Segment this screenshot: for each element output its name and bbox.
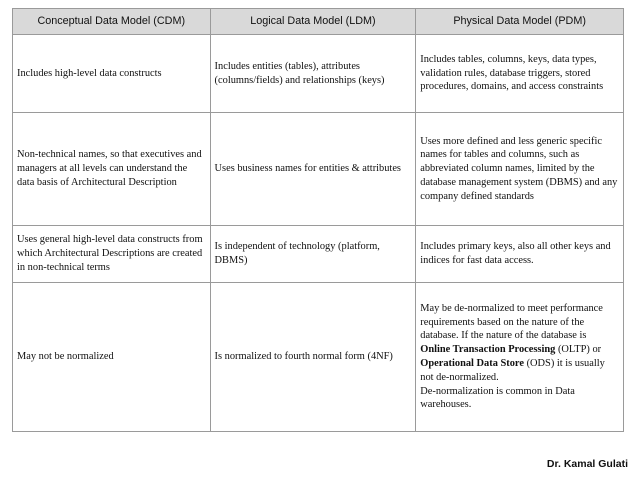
cell-ldm: Is independent of technology (platform, DBMS) [210,226,416,283]
cell-pdm: Includes primary keys, also all other keys and indices for fast data access. [416,226,624,283]
text-fragment: May be de-normalized to meet performance requirements based on the nature of the database. If the nature of the database is [420,302,603,342]
header-cdm: Conceptual Data Model (CDM) [13,9,211,35]
cell-cdm: Non-technical names, so that executives and managers at all levels can understand the data basis of Architectural Description [13,113,211,226]
text-fragment: (OLTP) or [555,344,602,356]
table-row [13,113,624,226]
cell-ldm: Uses business names for entities & attributes [210,113,416,226]
cell-pdm: Uses more defined and less generic specific names for tables and columns, such as abbreviated column names, limited by the database management system (DBMS) and any company defined standards [416,113,624,226]
cell-ldm: Includes entities (tables), attributes (columns/fields) and relationships (keys) [210,35,416,113]
text-fragment: (ODS) it is usually not de-normalized. [420,358,605,383]
cell-cdm: Uses general high-level data constructs from which Architectural Descriptions are created in non-technical terms [13,226,211,283]
table-row [13,35,624,113]
bold-term-ods: Operational Data Store [420,358,524,369]
table-header-row [13,9,624,35]
text-fragment: De-normalization is common in Data warehouses. [420,385,575,411]
cell-cdm: Includes high-level data constructs [13,35,211,113]
header-ldm: Logical Data Model (LDM) [210,9,416,35]
table-row [13,283,624,432]
author-credit: Dr. Kamal Gulati [546,458,628,470]
pdm-denormalization-text [420,302,619,412]
data-model-comparison-table [12,8,624,432]
cell-pdm [416,283,624,432]
cell-cdm: May not be normalized [13,283,211,432]
bold-term-oltp: Online Transaction Processing [420,344,556,356]
header-pdm: Physical Data Model (PDM) [416,9,624,35]
cell-ldm: Is normalized to fourth normal form (4NF) [210,283,416,432]
cell-pdm: Includes tables, columns, keys, data types, validation rules, database triggers, stored procedures, domains, and access constraints [416,35,624,113]
table-row [13,226,624,283]
